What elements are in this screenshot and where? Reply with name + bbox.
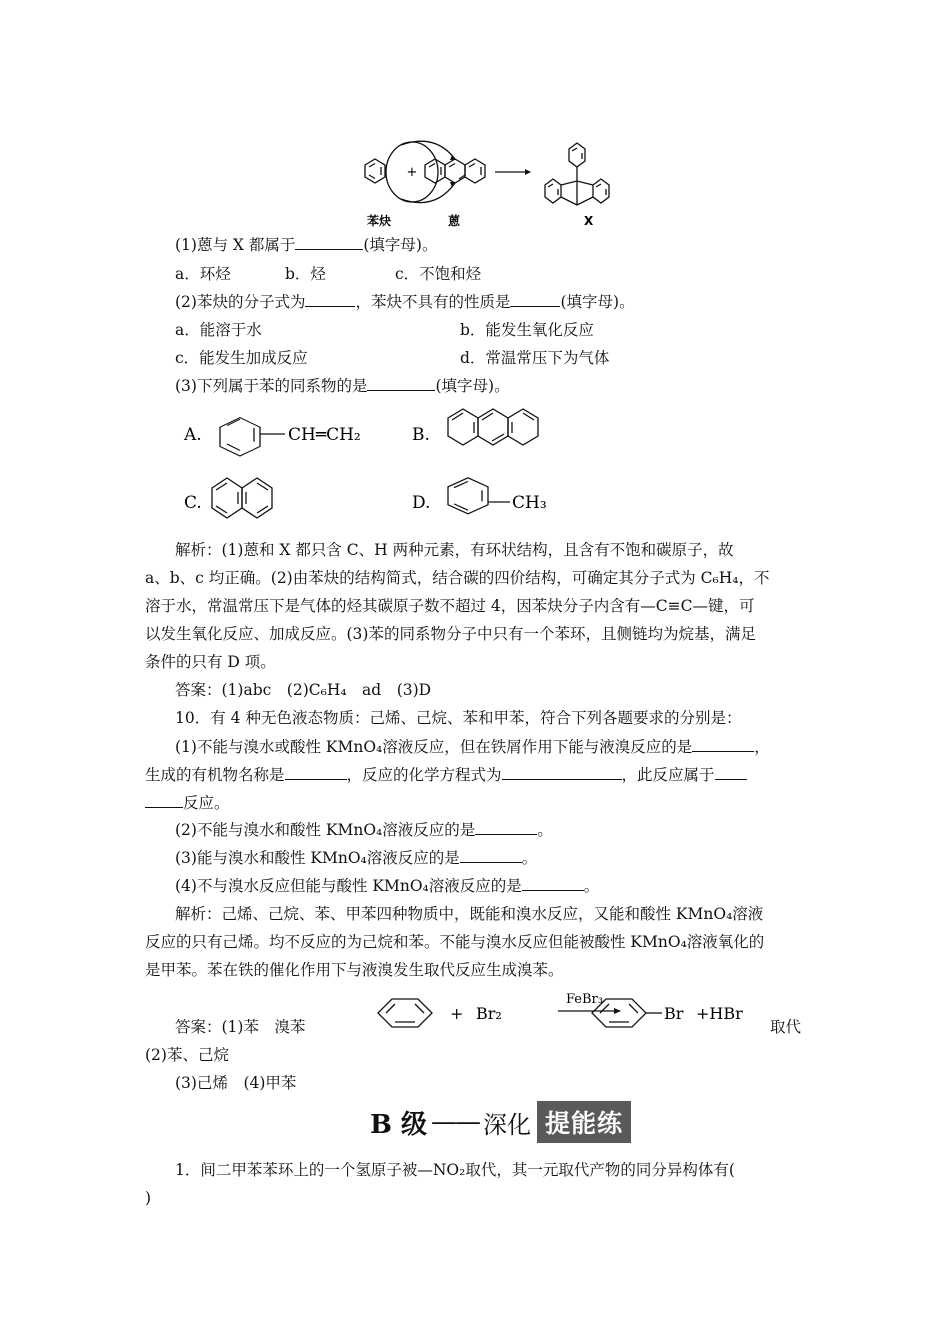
option-structures bbox=[180, 400, 600, 530]
answer-2-reaction-type: 取代 bbox=[770, 1018, 802, 1036]
question-10-part-1-end: 反应。 bbox=[145, 793, 230, 813]
analysis-2-line-2: 反应的只有己烯。均不反应的为己烷和苯。不能与溴水反应但能被酸性 KMnO₄溶液氧化的 bbox=[145, 933, 765, 951]
question-10-part-1: (1)不能与溴水或酸性 KMnO₄溶液反应，但在铁屑作用下能与液溴反应的是 ， bbox=[175, 738, 770, 756]
label-x: X bbox=[584, 214, 594, 228]
answer-2-start: 答案：(1)苯 溴苯 bbox=[175, 1018, 306, 1036]
analysis-1-line-5: 条件的只有 D 项。 bbox=[145, 653, 276, 671]
option-c-label: C. bbox=[184, 493, 202, 513]
b-question-1: 1．间二甲苯苯环上的一个氢原子被—NO₂取代，其一元取代产物的同分异构体有( bbox=[175, 1161, 735, 1179]
equation-catalyst: FeBr₃ bbox=[566, 992, 603, 1007]
option-d-label: D. bbox=[412, 493, 431, 513]
bromination-equation bbox=[370, 983, 760, 1043]
analysis-2-line-1: 解析：己烯、己烷、苯、甲苯四种物质中，既能和溴水反应，又能和酸性 KMnO₄溶液 bbox=[175, 905, 764, 923]
benzyne-anthracene-reaction-diagram bbox=[355, 125, 635, 233]
answer-1: 答案：(1)abc (2)C₆H₄ ad (3)D bbox=[175, 681, 432, 699]
question-10-stem: 10．有 4 种无色液态物质：己烯、己烷、苯和甲苯，符合下列各题要求的分别是： bbox=[175, 709, 742, 727]
plus-sign: + bbox=[406, 165, 418, 180]
label-benzyne: 苯炔 bbox=[367, 214, 392, 228]
analysis-1-line-3: 溶于水，常温常压下是气体的烃其碳原子数不超过 4，因苯炔分子内含有—C≡C—键，可 bbox=[145, 597, 755, 615]
question-1-options: a．环烃 b．烃 c．不饱和烃 bbox=[175, 265, 482, 283]
section-box-label: 提能练 bbox=[537, 1101, 631, 1143]
analysis-1-line-1: 解析：(1)蒽和 X 都只含 C、H 两种元素，有环状结构，且含有不饱和碳原子，故 bbox=[175, 541, 734, 559]
section-level: B 级 bbox=[370, 1109, 428, 1140]
label-anthracene: 蒽 bbox=[448, 214, 461, 228]
equation-br2: Br₂ bbox=[476, 1004, 502, 1023]
option-b-label: B. bbox=[412, 425, 430, 445]
section-dash: —— bbox=[431, 1107, 480, 1137]
question-10-part-1-cont: 生成的有机物名称是 ，反应的化学方程式为 ，此反应属于 bbox=[145, 765, 747, 785]
analysis-2-line-3: 是甲苯。苯在铁的催化作用下与液溴发生取代反应生成溴苯。 bbox=[145, 961, 564, 979]
equation-br: Br bbox=[664, 1004, 684, 1023]
answer-2-part-3-4: (3)己烯 (4)甲苯 bbox=[175, 1074, 297, 1092]
question-10-part-4: (4)不与溴水反应但能与酸性 KMnO₄溶液反应的是 。 bbox=[175, 877, 600, 895]
question-2: (2)苯炔的分子式为 ，苯炔不具有的性质是 (填字母)。 bbox=[175, 293, 635, 311]
option-a-formula: CH═CH₂ bbox=[288, 425, 361, 445]
section-header bbox=[370, 1100, 631, 1144]
b-question-1-end: ) bbox=[145, 1189, 152, 1207]
equation-hbr: +HBr bbox=[696, 1004, 743, 1023]
question-3: (3)下列属于苯的同系物的是 (填字母)。 bbox=[175, 377, 510, 395]
equation-plus: + bbox=[450, 1004, 464, 1023]
question-10-part-3: (3)能与溴水和酸性 KMnO₄溶液反应的是 。 bbox=[175, 849, 538, 867]
option-d-formula: CH₃ bbox=[512, 493, 547, 513]
section-word: 深化 bbox=[483, 1110, 532, 1139]
question-2-options-row1: a．能溶于水 b．能发生氧化反应 bbox=[175, 321, 594, 339]
question-2-options-row2: c．能发生加成反应 d．常温常压下为气体 bbox=[175, 349, 610, 367]
option-a-label: A. bbox=[184, 425, 202, 445]
question-1: (1)蒽与 X 都属于 (填字母)。 bbox=[175, 236, 438, 254]
analysis-1-line-4: 以发生氧化反应、加成反应。(3)苯的同系物分子中只有一个苯环，且侧链均为烷基，满足 bbox=[145, 625, 756, 643]
analysis-1-line-2: a、b、c 均正确。(2)由苯炔的结构简式，结合碳的四价结构，可确定其分子式为 C₆H₄，不 bbox=[145, 569, 770, 587]
answer-2-part-2: (2)苯、己烷 bbox=[145, 1046, 229, 1064]
question-10-part-2: (2)不能与溴水和酸性 KMnO₄溶液反应的是 。 bbox=[175, 821, 553, 839]
